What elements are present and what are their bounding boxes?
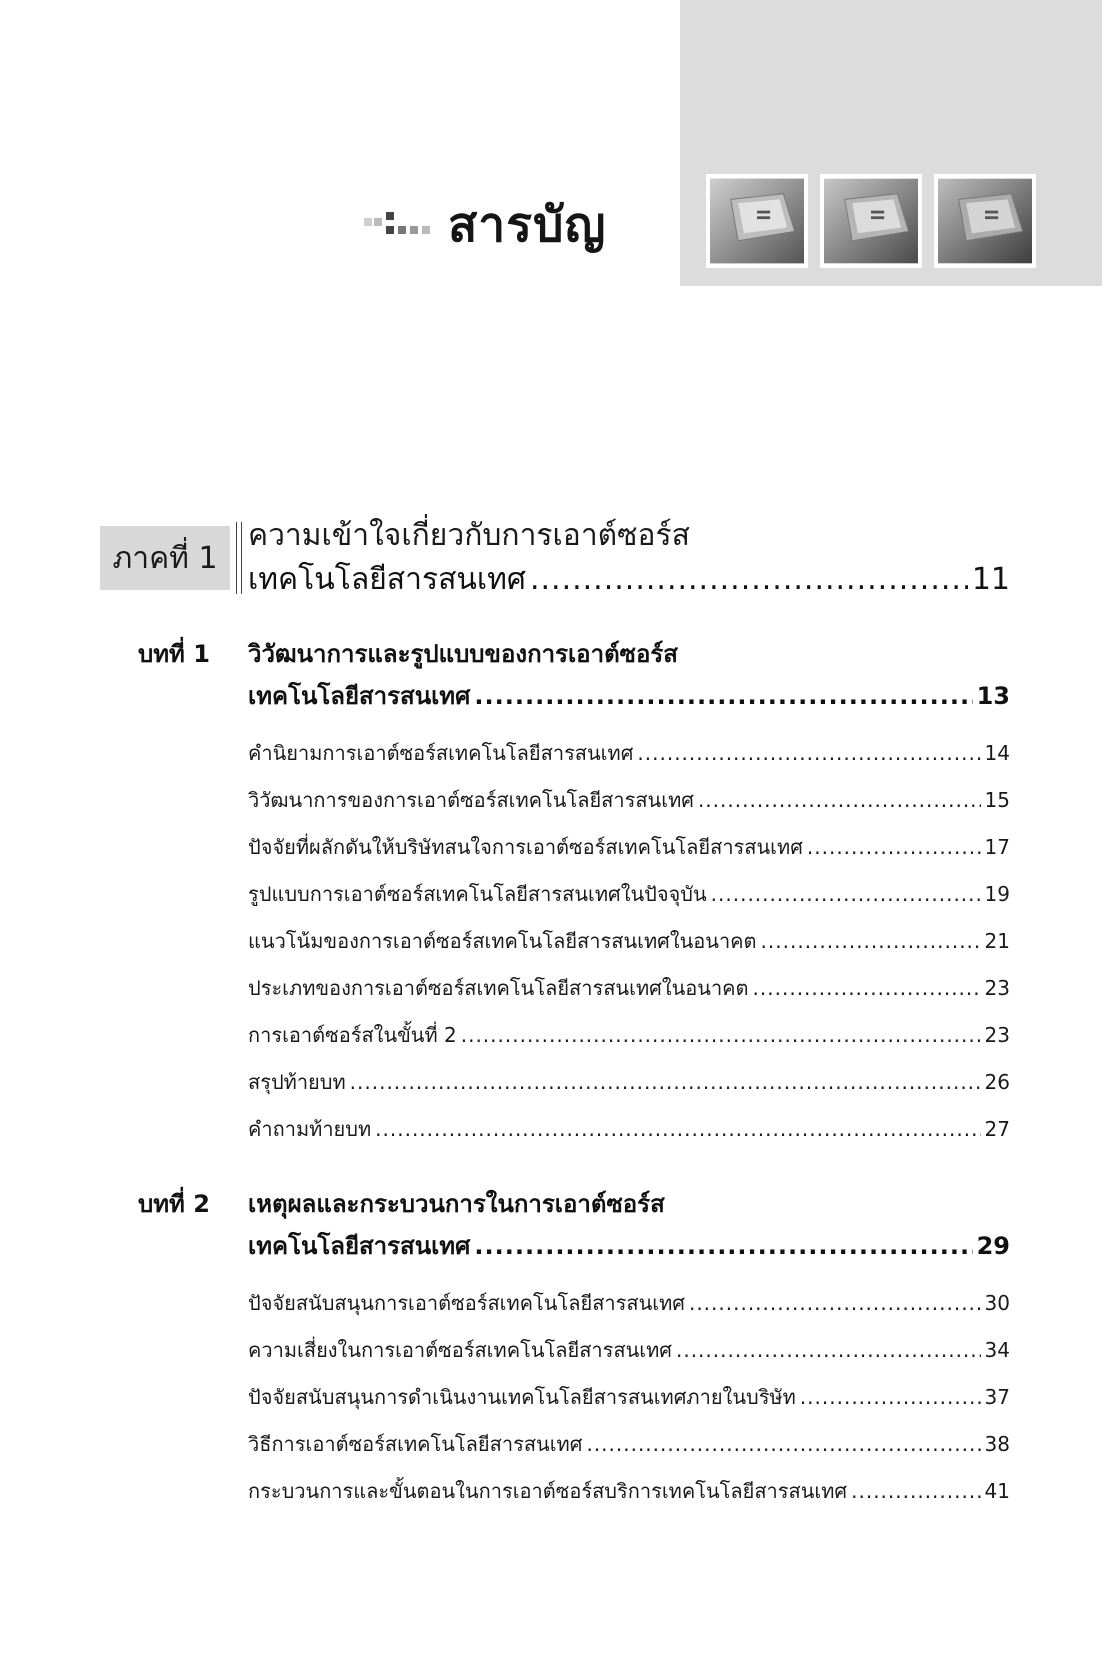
toc-entry[interactable] — [248, 1114, 1010, 1144]
dot-leader — [807, 832, 981, 862]
dot-leader — [586, 1429, 980, 1459]
dot-leader — [761, 926, 981, 956]
toc-entry-page: 27 — [984, 1117, 1010, 1141]
dot-leader — [350, 1067, 981, 1097]
toc-entry[interactable] — [248, 1476, 1010, 1506]
toc-entry-title: ประเภทของการเอาต์ซอร์สเทคโนโลยีสารสนเทศในอนาคต — [248, 976, 749, 1000]
toc-entry-page: 23 — [984, 976, 1010, 1000]
page-title: สารบัญ — [448, 197, 607, 253]
toc-entry[interactable] — [248, 926, 1010, 956]
toc-entry-title: คำนิยามการเอาต์ซอร์สเทคโนโลยีสารสนเทศ — [248, 741, 634, 765]
toc-entry[interactable] — [248, 879, 1010, 909]
chapter-title-row[interactable] — [248, 1226, 1010, 1266]
part-title-line2: เทคโนโลยีสารสนเทศ — [248, 562, 526, 597]
dot-leader — [530, 558, 968, 602]
toc-entry-page: 21 — [984, 929, 1010, 953]
toc-entry-title: วิธีการเอาต์ซอร์สเทคโนโลยีสารสนเทศ — [248, 1432, 583, 1456]
keyboard-key-icon — [710, 178, 804, 264]
dot-leader — [698, 785, 981, 815]
toc-entry-title: ปัจจัยสนับสนุนการดำเนินงานเทคโนโลยีสารสนเทศภายในบริษัท — [248, 1385, 796, 1409]
part-page-number: 11 — [971, 562, 1010, 597]
chapter-label: บทที่ 1 — [138, 640, 210, 668]
toc-entry-page: 41 — [984, 1479, 1010, 1503]
toc-entry-title: กระบวนการและขั้นตอนในการเอาต์ซอร์สบริการเทคโนโลยีสารสนเทศ — [248, 1479, 848, 1503]
toc-entry-title: ปัจจัยที่ผลักดันให้บริษัทสนใจการเอาต์ซอร์สเทคโนโลยีสารสนเทศ — [248, 835, 803, 859]
dot-leader — [474, 676, 972, 716]
dot-leader — [800, 1382, 981, 1412]
toc-entry-page: 17 — [984, 835, 1010, 859]
chapter-title-line2: เทคโนโลยีสารสนเทศ — [248, 1232, 471, 1260]
part-title-line1: ความเข้าใจเกี่ยวกับการเอาต์ซอร์ส — [248, 518, 690, 553]
toc-entry[interactable] — [248, 738, 1010, 768]
chapter-title-row[interactable] — [248, 676, 1010, 716]
toc-entry-page: 26 — [984, 1070, 1010, 1094]
toc-entry-page: 19 — [984, 882, 1010, 906]
toc-entry-page: 14 — [984, 741, 1010, 765]
toc-entry[interactable] — [248, 1067, 1010, 1097]
keyboard-key-image — [820, 174, 922, 268]
toc-entry[interactable] — [248, 973, 1010, 1003]
part-title-row[interactable] — [248, 558, 1010, 602]
toc-entry-page: 23 — [984, 1023, 1010, 1047]
toc-entry-page: 34 — [984, 1338, 1010, 1362]
toc-entry[interactable] — [248, 1020, 1010, 1050]
toc-entry-title: การเอาต์ซอร์สในขั้นที่ 2 — [248, 1023, 457, 1047]
toc-entry-title: รูปแบบการเอาต์ซอร์สเทคโนโลยีสารสนเทศในปัจจุบัน — [248, 882, 707, 906]
toc-entry[interactable] — [248, 832, 1010, 862]
dot-leader — [851, 1476, 980, 1506]
toc-entry-title: สรุปท้ายบท — [248, 1070, 346, 1094]
keyboard-key-image — [934, 174, 1036, 268]
chapter-page-number: 13 — [976, 682, 1010, 710]
page-title-group — [364, 190, 606, 260]
toc-entry-title: วิวัฒนาการของการเอาต์ซอร์สเทคโนโลยีสารสนเทศ — [248, 788, 694, 812]
chapter-page-number: 29 — [976, 1232, 1010, 1260]
toc-entry-page: 30 — [984, 1291, 1010, 1315]
keyboard-key-image — [706, 174, 808, 268]
keyboard-key-icon — [938, 178, 1032, 264]
chapter-title-line2: เทคโนโลยีสารสนเทศ — [248, 682, 471, 710]
dot-leader — [637, 738, 980, 768]
dot-leader — [461, 1020, 981, 1050]
decorative-dots-icon — [364, 210, 434, 240]
toc-entry-page: 38 — [984, 1432, 1010, 1456]
toc-entry-title: คำถามท้ายบท — [248, 1117, 372, 1141]
chapter-label: บทที่ 2 — [138, 1190, 210, 1218]
toc-entry[interactable] — [248, 1335, 1010, 1365]
chapter-title-line1: เหตุผลและกระบวนการในการเอาต์ซอร์ส — [248, 1190, 665, 1218]
dot-leader — [676, 1335, 981, 1365]
part-divider — [236, 522, 242, 594]
dot-leader — [375, 1114, 980, 1144]
part-label: ภาคที่ 1 — [112, 540, 218, 576]
keyboard-key-icon — [824, 178, 918, 264]
toc-entry-title: ปัจจัยสนับสนุนการเอาต์ซอร์สเทคโนโลยีสารสนเทศ — [248, 1291, 685, 1315]
toc-entry-page: 15 — [984, 788, 1010, 812]
toc-entry-title: ความเสี่ยงในการเอาต์ซอร์สเทคโนโลยีสารสนเทศ — [248, 1338, 672, 1362]
toc-entry[interactable] — [248, 1429, 1010, 1459]
dot-leader — [474, 1226, 972, 1266]
toc-entry[interactable] — [248, 1382, 1010, 1412]
toc-entry[interactable] — [248, 785, 1010, 815]
toc-entry-page: 37 — [984, 1385, 1010, 1409]
dot-leader — [689, 1288, 981, 1318]
dot-leader — [711, 879, 981, 909]
toc-entry[interactable] — [248, 1288, 1010, 1318]
dot-leader — [753, 973, 981, 1003]
chapter-title-line1: วิวัฒนาการและรูปแบบของการเอาต์ซอร์ส — [248, 640, 678, 668]
toc-entry-title: แนวโน้มของการเอาต์ซอร์สเทคโนโลยีสารสนเทศในอนาคต — [248, 929, 757, 953]
